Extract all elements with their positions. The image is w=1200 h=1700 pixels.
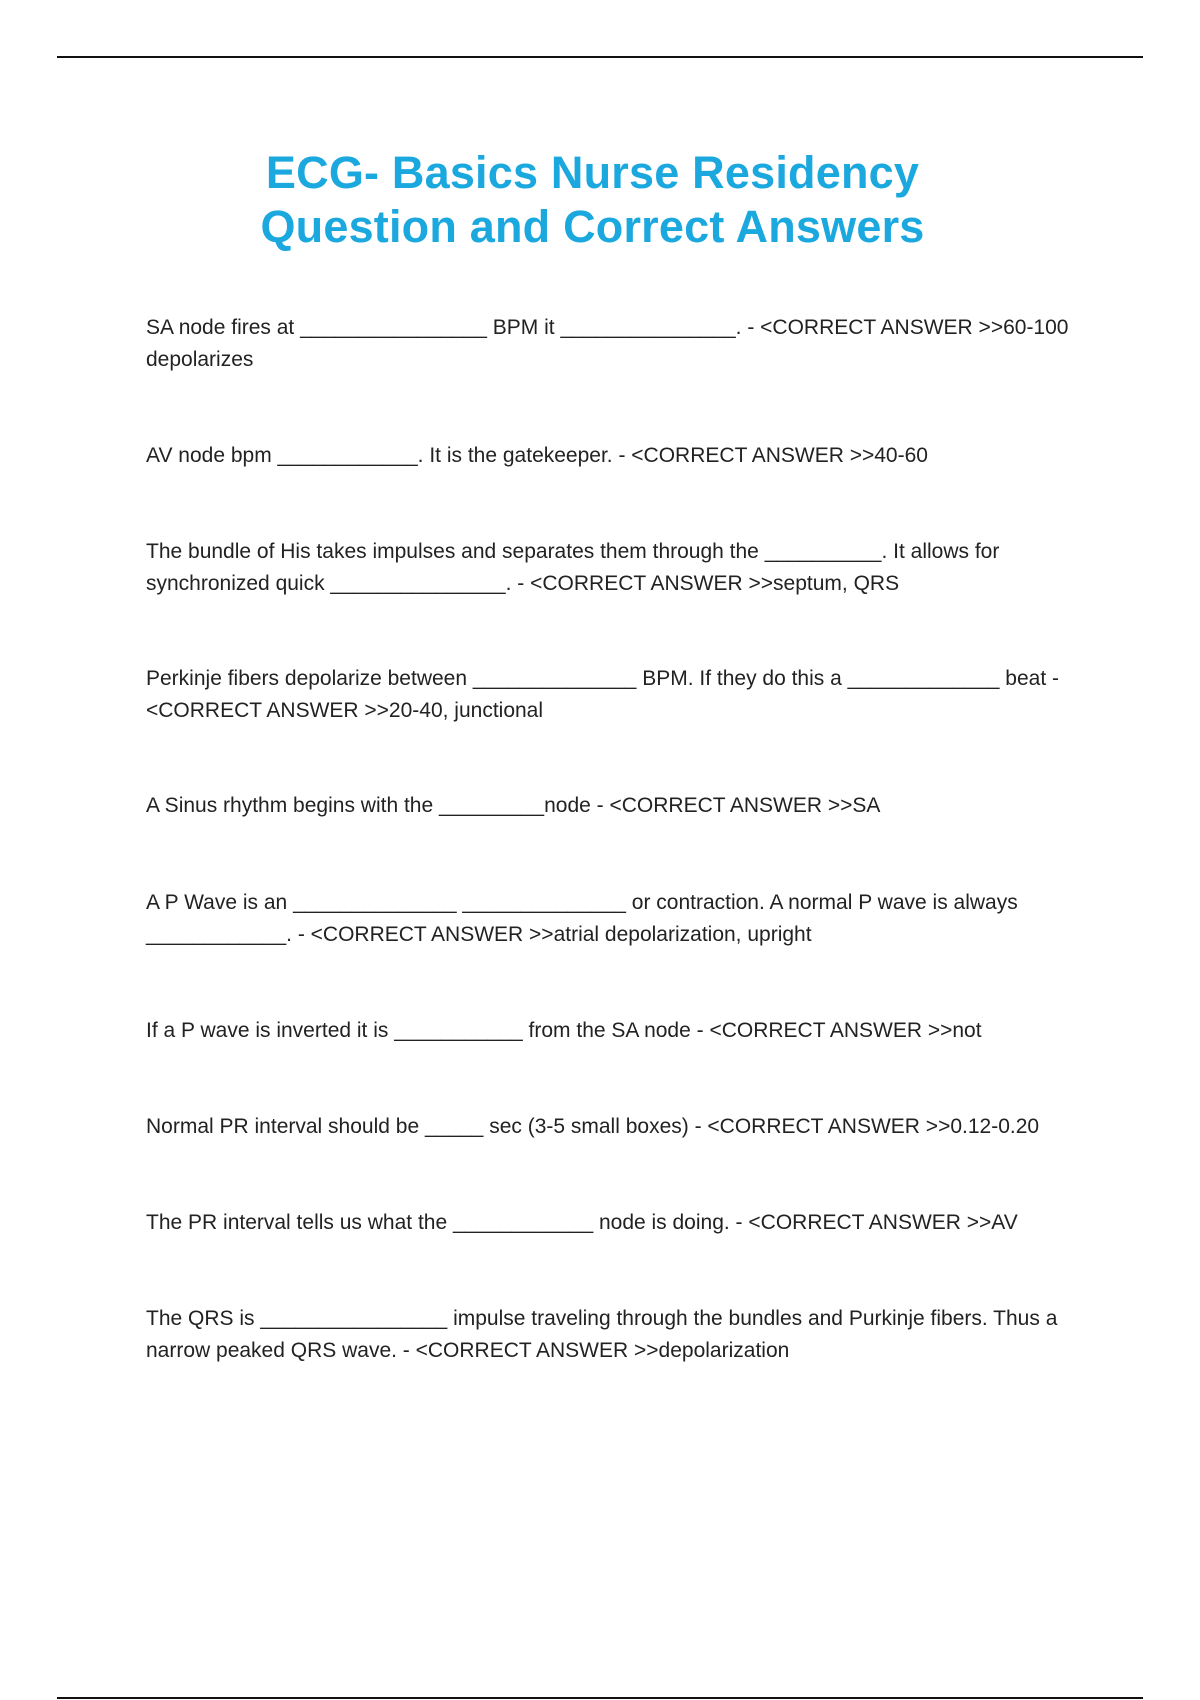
qa-item-sinus-rhythm: A Sinus rhythm begins with the _________node - <CORRECT ANSWER >>SA — [146, 794, 881, 817]
top-rule — [57, 56, 1143, 58]
qa-item-pr-interval-meaning: The PR interval tells us what the ____________ node is doing. - <CORRECT ANSWER >>AV — [146, 1211, 1018, 1234]
qa-item-sa-node: SA node fires at ________________ BPM it _______________. - <CORRECT ANSWER >>60-100 depolarizes — [146, 316, 1069, 371]
qa-item-inverted-p-wave: If a P wave is inverted it is ___________ from the SA node - <CORRECT ANSWER >>not — [146, 1019, 982, 1042]
qa-item-p-wave: A P Wave is an ______________ ______________ or contraction. A normal P wave is always ____________. - <CORRECT ANSWER >>atrial depolarization, upright — [146, 891, 1018, 946]
title-line-2: Question and Correct Answers — [260, 201, 925, 252]
qa-item-perkinje-fibers: Perkinje fibers depolarize between ______________ BPM. If they do this a _____________ beat - <CORRECT ANSWER >>20-40, junctional — [146, 667, 1059, 722]
question-answer-list — [146, 312, 1086, 1367]
qa-item-bundle-of-his: The bundle of His takes impulses and separates them through the __________. It allows for synchronized quick _______________. - <CORRECT ANSWER >>septum, QRS — [146, 540, 1000, 595]
qa-item-qrs: The QRS is ________________ impulse traveling through the bundles and Purkinje fibers. Thus a narrow peaked QRS wave. - <CORRECT ANSWER >>depolarization — [146, 1307, 1058, 1362]
qa-item-pr-interval-normal: Normal PR interval should be _____ sec (3-5 small boxes) - <CORRECT ANSWER >>0.12-0.20 — [146, 1115, 1040, 1138]
qa-item-av-node: AV node bpm ____________. It is the gatekeeper. - <CORRECT ANSWER >>40-60 — [146, 444, 928, 467]
bottom-rule — [57, 1697, 1143, 1699]
title-line-1: ECG- Basics Nurse Residency — [265, 147, 920, 198]
document-title — [0, 146, 1185, 254]
